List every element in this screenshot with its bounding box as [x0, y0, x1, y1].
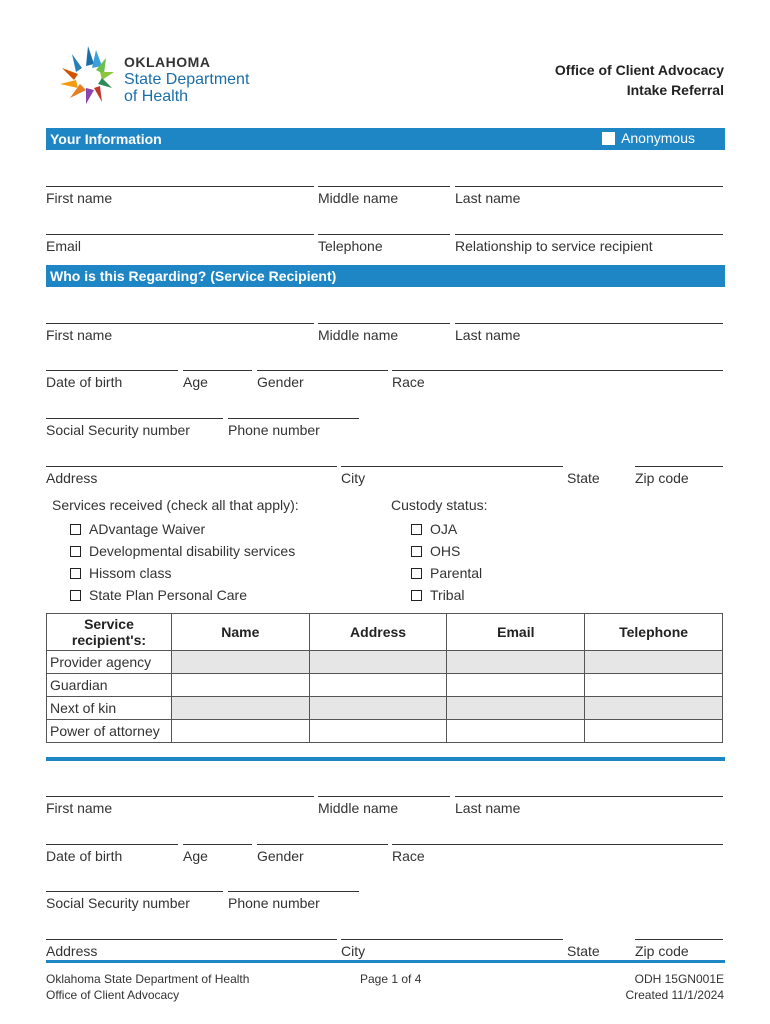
table-row: [47, 674, 723, 697]
table-cell[interactable]: [585, 697, 723, 720]
table-cell[interactable]: [585, 674, 723, 697]
form-header: [555, 60, 724, 100]
your-first-name-field[interactable]: First name: [46, 186, 314, 206]
second-middle-name-field[interactable]: Middle name: [318, 796, 450, 816]
custody-checkbox-ohs[interactable]: OHS: [411, 540, 482, 562]
osdh-logo: [56, 44, 120, 108]
service-checkbox-developmental[interactable]: Developmental disability services: [70, 540, 295, 562]
form-id: ODH 15GN001E: [634, 972, 724, 986]
anonymous-label: Anonymous: [621, 130, 695, 146]
logo-line-3: of Health: [124, 88, 189, 105]
your-middle-name-field[interactable]: Middle name: [318, 186, 450, 206]
created-date: Created 11/1/2024: [625, 988, 724, 1002]
service-checkbox-advantage[interactable]: ADvantage Waiver: [70, 518, 295, 540]
relationship-field[interactable]: Relationship to service recipient: [455, 234, 723, 254]
table-cell[interactable]: [171, 651, 309, 674]
table-header: Name: [171, 614, 309, 651]
custody-checkbox-oja[interactable]: OJA: [411, 518, 482, 540]
logo-line-1: OKLAHOMA: [124, 54, 211, 70]
table-header-row: [47, 614, 723, 651]
table-cell[interactable]: [447, 697, 585, 720]
recipient-ssn-field[interactable]: Social Security number: [46, 418, 223, 438]
office-name: Office of Client Advocacy: [554, 62, 724, 78]
services-list: [70, 518, 295, 606]
checkbox-icon[interactable]: [411, 546, 422, 557]
table-cell[interactable]: [447, 651, 585, 674]
row-label: Power of attorney: [47, 720, 172, 743]
services-label: Services received (check all that apply):: [52, 497, 299, 513]
custody-checkbox-tribal[interactable]: Tribal: [411, 584, 482, 606]
footer-org-line-1: Oklahoma State Department of Health: [46, 972, 250, 986]
checkbox-icon[interactable]: [411, 590, 422, 601]
logo-line-2: State Department: [124, 71, 250, 88]
your-telephone-field[interactable]: Telephone: [318, 234, 450, 254]
recipient-city-field[interactable]: City: [341, 466, 563, 486]
table-row: [47, 651, 723, 674]
recipient-phone-field[interactable]: Phone number: [228, 418, 359, 438]
your-last-name-field[interactable]: Last name: [455, 186, 723, 206]
custody-label: Custody status:: [391, 497, 488, 513]
table-header: Email: [447, 614, 585, 651]
checkbox-icon[interactable]: [70, 524, 81, 535]
your-email-field[interactable]: Email: [46, 234, 314, 254]
second-gender-field[interactable]: Gender: [257, 844, 388, 864]
recipient-middle-name-field[interactable]: Middle name: [318, 323, 450, 343]
checkbox-icon[interactable]: [411, 524, 422, 535]
logo-wordmark: [124, 54, 249, 105]
table-row: [47, 697, 723, 720]
recipient-address-field[interactable]: Address: [46, 466, 337, 486]
row-label: Guardian: [47, 674, 172, 697]
page-number: Page 1 of 4: [360, 972, 422, 986]
table-header: Telephone: [585, 614, 723, 651]
section-title: Who is this Regarding? (Service Recipient): [50, 268, 337, 284]
section-title: Your Information: [50, 131, 162, 147]
recipient-age-field[interactable]: Age: [183, 370, 252, 390]
second-dob-field[interactable]: Date of birth: [46, 844, 178, 864]
recipient-state-field[interactable]: State: [567, 470, 600, 486]
recipient-first-name-field[interactable]: First name: [46, 323, 314, 343]
table-header: Address: [309, 614, 447, 651]
table-cell[interactable]: [309, 674, 447, 697]
row-label: Provider agency: [47, 651, 172, 674]
recipient-race-field[interactable]: Race: [392, 370, 723, 390]
recipient-last-name-field[interactable]: Last name: [455, 323, 723, 343]
custody-checkbox-parental[interactable]: Parental: [411, 562, 482, 584]
anonymous-checkbox[interactable]: [602, 130, 695, 146]
second-zip-field[interactable]: Zip code: [635, 939, 723, 959]
service-checkbox-personal-care[interactable]: State Plan Personal Care: [70, 584, 295, 606]
table-cell[interactable]: [309, 651, 447, 674]
checkbox-icon[interactable]: [602, 132, 615, 145]
second-age-field[interactable]: Age: [183, 844, 252, 864]
table-cell[interactable]: [447, 720, 585, 743]
table-cell[interactable]: [585, 651, 723, 674]
checkbox-icon[interactable]: [70, 546, 81, 557]
table-cell[interactable]: [309, 720, 447, 743]
contacts-table: [46, 613, 723, 743]
table-cell[interactable]: [309, 697, 447, 720]
second-city-field[interactable]: City: [341, 939, 563, 959]
footer-form-info: [625, 971, 724, 1003]
footer-divider: [46, 960, 725, 963]
table-cell[interactable]: [585, 720, 723, 743]
form-title: Intake Referral: [626, 82, 724, 98]
checkbox-icon[interactable]: [411, 568, 422, 579]
recipient-gender-field[interactable]: Gender: [257, 370, 388, 390]
second-address-field[interactable]: Address: [46, 939, 337, 959]
section-service-recipient: [46, 265, 725, 287]
section-divider: [46, 757, 725, 761]
second-phone-field[interactable]: Phone number: [228, 891, 359, 911]
table-cell[interactable]: [171, 720, 309, 743]
checkbox-icon[interactable]: [70, 568, 81, 579]
recipient-zip-field[interactable]: Zip code: [635, 466, 723, 486]
second-ssn-field[interactable]: Social Security number: [46, 891, 223, 911]
table-header: Service recipient's:: [47, 614, 172, 651]
section-your-information: [46, 128, 725, 150]
footer-org: [46, 971, 249, 1003]
recipient-dob-field[interactable]: Date of birth: [46, 370, 178, 390]
second-race-field[interactable]: Race: [392, 844, 723, 864]
second-last-name-field[interactable]: Last name: [455, 796, 723, 816]
table-cell[interactable]: [171, 697, 309, 720]
row-label: Next of kin: [47, 697, 172, 720]
second-first-name-field[interactable]: First name: [46, 796, 314, 816]
footer-org-line-2: Office of Client Advocacy: [46, 988, 180, 1002]
table-row: [47, 720, 723, 743]
second-state-field[interactable]: State: [567, 943, 600, 959]
custody-list: [411, 518, 482, 606]
table-cell[interactable]: [447, 674, 585, 697]
star-logo-icon: [56, 44, 120, 108]
table-cell[interactable]: [171, 674, 309, 697]
service-checkbox-hissom[interactable]: Hissom class: [70, 562, 295, 584]
checkbox-icon[interactable]: [70, 590, 81, 601]
